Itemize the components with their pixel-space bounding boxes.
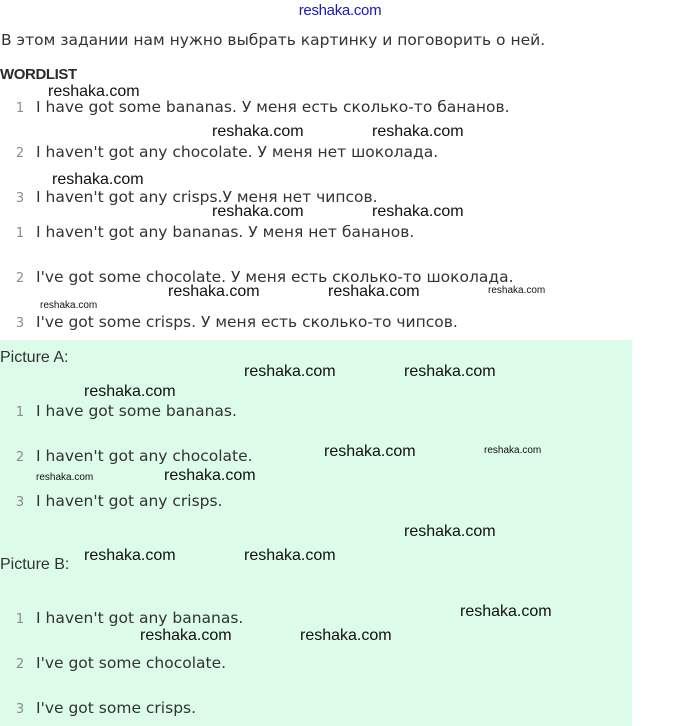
watermark: reshaka.com	[40, 300, 98, 311]
watermark: reshaka.com	[244, 547, 336, 564]
item-number: 3	[15, 495, 25, 510]
watermark: reshaka.com	[372, 203, 464, 220]
item-number: 3	[15, 191, 25, 206]
picture-a-label: Picture A:	[0, 349, 69, 366]
watermark: reshaka.com	[328, 283, 420, 300]
watermark: reshaka.com	[36, 472, 94, 483]
watermark: reshaka.com	[404, 363, 496, 380]
item-text: I've got some crisps. У меня есть сколько-то чипсов.	[36, 313, 458, 331]
watermark: reshaka.com	[48, 83, 140, 100]
item-number: 2	[15, 657, 25, 672]
watermark: reshaka.com	[404, 523, 496, 540]
watermark: reshaka.com	[244, 363, 336, 380]
watermark: reshaka.com	[324, 443, 416, 460]
watermark: reshaka.com	[212, 203, 304, 220]
watermark: reshaka.com	[52, 171, 144, 188]
item-number: 2	[15, 146, 25, 161]
item-text: I haven't got any crisps.У меня нет чипсов.	[36, 188, 378, 206]
watermark: reshaka.com	[484, 445, 542, 456]
item-text: I've got some chocolate.	[36, 654, 227, 672]
item-number: 1	[15, 612, 25, 627]
wordlist-heading: WORDLIST	[0, 66, 77, 83]
item-text: I have got some bananas.	[36, 402, 237, 420]
item-text: I've got some chocolate. У меня есть сколько-то шоколада.	[36, 268, 514, 286]
watermark: reshaka.com	[300, 627, 392, 644]
watermark: reshaka.com	[372, 123, 464, 140]
watermark: reshaka.com	[140, 627, 232, 644]
item-text: I haven't got any bananas.	[36, 609, 244, 627]
site-header-link[interactable]: reshaka.com	[298, 2, 382, 19]
item-text: I've got some crisps.	[36, 699, 197, 717]
watermark: reshaka.com	[212, 123, 304, 140]
watermark: reshaka.com	[460, 603, 552, 620]
item-number: 1	[15, 405, 25, 420]
watermark: reshaka.com	[164, 467, 256, 484]
item-number: 1	[15, 226, 25, 241]
intro-text: В этом задании нам нужно выбрать картинку и поговорить о ней.	[1, 31, 546, 49]
item-text: I haven't got any crisps.	[36, 492, 223, 510]
watermark: reshaka.com	[84, 383, 176, 400]
item-number: 2	[15, 271, 25, 286]
item-number: 3	[15, 702, 25, 717]
watermark: reshaka.com	[84, 547, 176, 564]
item-text: I have got some bananas. У меня есть сколько-то бананов.	[36, 98, 510, 116]
item-number: 2	[15, 450, 25, 465]
item-text: I haven't got any chocolate. У меня нет шоколада.	[36, 143, 439, 161]
watermark: reshaka.com	[488, 285, 546, 296]
item-text: I haven't got any chocolate.	[36, 447, 253, 465]
item-text: I haven't got any bananas. У меня нет бананов.	[36, 223, 415, 241]
watermark: reshaka.com	[168, 283, 260, 300]
item-number: 1	[15, 101, 25, 116]
item-number: 3	[15, 316, 25, 331]
picture-b-label: Picture B:	[0, 556, 70, 573]
